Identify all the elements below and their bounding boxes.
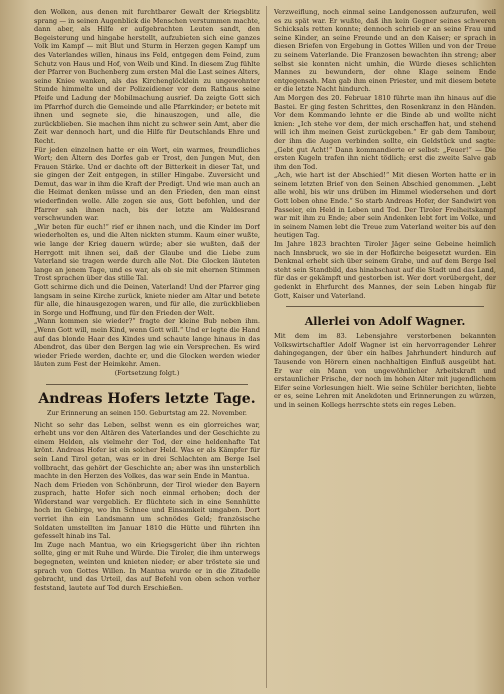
left-column xyxy=(34,8,260,686)
article-paragraph: Nicht so sehr das Leben, selbst wenn es ein glorreiches war, erhebt uns vor den Altären des Vaterlandes und der Geschichte zu einem Helden, als vielmehr der Tod, der eine heldenhafte Tat krönt. Andreas Hofer ist ein solcher Held. Was er als Kämpfer für sein Land Tirol getan, was er in drei Schlachten am Berge Isel vollbracht, das gehört der Geschichte an; aber was ihn unsterblich machte in den Herzen des Volkes, das war sein Ende in Mantua. xyxy=(34,420,260,481)
left-paragraph: Gott schirme dich und die Deinen, Vaterland! Und der Pfarrer ging langsam in seine Kirche zurück, kniete nieder am Altar und betete für alle, die hinausgezogen waren, und für alle, die zurückblieben in Sorge und Hoffnung, und für den Frieden der Welt. xyxy=(34,283,260,317)
separator-rule xyxy=(286,306,484,307)
left-paragraph: den Wolken, aus denen mit furchtbarer Gewalt der Kriegsblitz sprang — in seinen Augenblick die Menschen verstummen machte, dann aber, als Hilfe er aufgebrachten Leuten sandt, den Begeisterung und hingabe herstellt, aufzubieten sich eine ganzes Volk im Kampf — mit Blut und Sturm in Herzen gegen Kampf um des Vaterlandes willen, hinaus ins Feld, entgegen dem Feind, zum Schutz von Haus und Hof, von Weib und Kind. In diesem Zug fühlte der Pfarrer von Buchenberg zum ersten Mal die Last seines Alters, seine Kniee wanken, als das Kirchenglöcklein zu ungewohnter Stunde himmelte und der Polizeidiener vor dem Rathaus seine Pfeife und Ladung der Mobilmachung ausrief. Da zeigte Gott sich im Pfarrhof durch die Gemeinde und alle Pfarrkinder; er betete mit ihnen und segnete sie, die hinauszogen, und alle, die zurückblieben. Sie machen ihm nicht zu schwer sein Amt, aber die Zeit war dennoch hart, und die Hilfe für Deutschlands Ehre und Recht. xyxy=(34,8,260,145)
separator-rule xyxy=(46,384,248,385)
article-paragraph: Mit dem im 83. Lebensjahre verstorbenen bekannten Volkswirtschaftler Adolf Wagner ist ein hervorragender Lehrer dahingegangen, der über ein halbes Jahrhundert hindurch auf Tausende von Hörern einen nachhaltigen Einfluß ausgeübt hat. Er war ein Mann von ungewöhnlicher Arbeitskraft und erstaunlicher Frische, der noch im hohen Alter mit jugendlichem Eifer seine Vorlesungen hielt. Wie seine Schüler berichten, liebte er es, seine Lehren mit Anekdoten und Erinnerungen zu würzen, und in seinen Kollegs herrschte stets ein reges Leben. xyxy=(274,332,496,409)
article-title-wagner: Allerlei von Adolf Wagner. xyxy=(304,315,466,329)
article-paragraph: Nach dem Frieden von Schönbrunn, der Tirol wieder den Bayern zusprach, hatte Hofer sich noch einmal erhoben; doch der Widerstand war vergeblich. Er flüchtete sich in eine Sennhütte hoch im Gebirge, wo ihn Schnee und Einsamkeit umgaben. Dort verriet ihn ein Landsmann um schnödes Geld; französische Soldaten umstellten im Januar 1810 die Hütte und führten ihn gefesselt hinab ins Tal. xyxy=(34,480,260,541)
article-title-hofer: Andreas Hofers letzte Tage. xyxy=(38,390,256,407)
left-paragraph: „Wann kommen sie wieder?“ fragte der kleine Bub neben ihm. „Wenn Gott will, mein Kind, wenn Gott will.“ Und er legte die Hand auf das blonde Haar des Kindes und schaute lange hinaus in das Abendrot, das über den Bergen lag wie ein Versprechen. Es wird wieder Friede werden, dachte er, und die Glocken werden wieder läuten zum Fest der Heimkehr. Amen. xyxy=(34,317,260,369)
left-paragraph: „Wir beten für euch!“ rief er ihnen nach, und die Kinder im Dorf wiederholten es, und die Alten nickten stumm. Kaum einer wußte, wie lange der Krieg dauern würde; aber sie wußten, daß der Herrgott mit ihnen sei, daß der Glaube und die Liebe zum Vaterland sie tragen werde durch alle Not. Die Glocken läuteten lange an jenem Tage, und es war, als ob sie mit ehernen Stimmen Trost sprachen über das stille Tal. xyxy=(34,222,260,283)
right-paragraph: Am Morgen des 20. Februar 1810 führte man ihn hinaus auf die Bastei. Er ging festen Schrittes, den Rosenkranz in den Händen. Vor dem Kommando lehnte er die Binde ab und wollte nicht knien: „Ich stehe vor dem, der mich erschaffen hat, und stehend will ich ihm meinen Geist zurückgeben.“ Er gab dem Tambour, der ihm die Augen verbinden sollte, ein Geldstück und sagte: „Gebt gut Acht!“ Dann kommandierte er selbst: „Feuer!“ — Die ersten Kugeln trafen ihn nicht tödlich; erst die zweite Salve gab ihm den Tod. xyxy=(274,93,496,171)
continuation-note: (Fortsetzung folgt.) xyxy=(114,368,180,377)
right-paragraph: Verzweiflung, noch einmal seine Landgenossen aufzurufen, weil es zu spät war. Er wußte, daß ihn kein Gegner seines schweren Schicksals retten konnte; dennoch schrieb er an seine Frau und seine Kinder, an seine Freunde und an den Kaiser; er sprach in diesen Briefen von Ergebung in Gottes Willen und von der Treue zu seinem Vaterlande. Die Franzosen bewachten ihn streng; aber selbst sie konnten nicht umhin, die Würde dieses schlichten Mannes zu bewundern, der ohne Klage seinem Ende entgegensah. Man gab ihm einen Priester, und mit diesem betete er die letzte Nacht hindurch. xyxy=(274,8,496,94)
right-paragraph: Im Jahre 1823 brachten Tiroler Jäger seine Gebeine heimlich nach Innsbruck, wo sie in der Hofkirche beigesetzt wurden. Ein Denkmal erhebt sich über seinem Grabe, und auf dem Berge Isel steht sein Standbild, das hinabschaut auf die Stadt und das Land, für das er gekämpft und gestorben ist. Wer dort vorübergeht, der gedenkt in Ehrfurcht des Mannes, der sein Leben hingab für Gott, Kaiser und Vaterland. xyxy=(274,240,496,300)
article-paragraph: Im Zuge nach Mantua, wo ein Kriegsgericht über ihn richten sollte, ging er mit Ruhe und Würde. Die Tiroler, die ihm unterwegs begegneten, weinten und knieten nieder; er aber tröstete sie und sprach von Gottes Willen. In Mantua wurde er in die Zitadelle gebracht, und das Urteil, das auf Befehl von oben schon vorher feststand, lautete auf Tod durch Erschießen. xyxy=(34,540,260,592)
right-column xyxy=(274,8,496,686)
article-subtitle-hofer: Zur Erinnerung an seinen 150. Geburtstag am 22. November. xyxy=(47,408,247,417)
left-paragraph: Für jeden einzelnen hatte er ein Wort, ein warmes, freundliches Wort; den Ältern des Dorfes gab er Trost, den Jungen Mut, den Frauen Stärke. Und er dachte oft der Bitterkeit in dieser Tat, und sie gingen der Zeit entgegen, in stiller Hingabe. Zuversicht und Demut, das war in ihm die Kraft der Predigt. Und wie man auch an die Heimat denken müsse und an den Frieden, den man einst wiederfinden wolle. Alle zogen sie aus, Gott befohlen, und der Pfarrer sah ihnen nach, bis der letzte am Waldesrand verschwunden war. xyxy=(34,145,260,223)
column-divider xyxy=(266,6,267,688)
right-paragraph: „Ach, wie hart ist der Abschied!“ Mit diesen Worten hatte er in seinem letzten Brief von den Seinen Abschied genommen. „Lebt alle wohl, bis wir uns drüben im Himmel wiedersehen und dort Gott loben ohne Ende.“ So starb Andreas Hofer, der Sandwirt von Passeier, ein Held in Leben und Tod. Der Tiroler Freiheitskampf war mit ihm zu Ende; aber sein Andenken lebt fort im Volke, und in seinem Namen lebt die Treue zum Vaterland weiter bis auf den heutigen Tag. xyxy=(274,171,496,240)
